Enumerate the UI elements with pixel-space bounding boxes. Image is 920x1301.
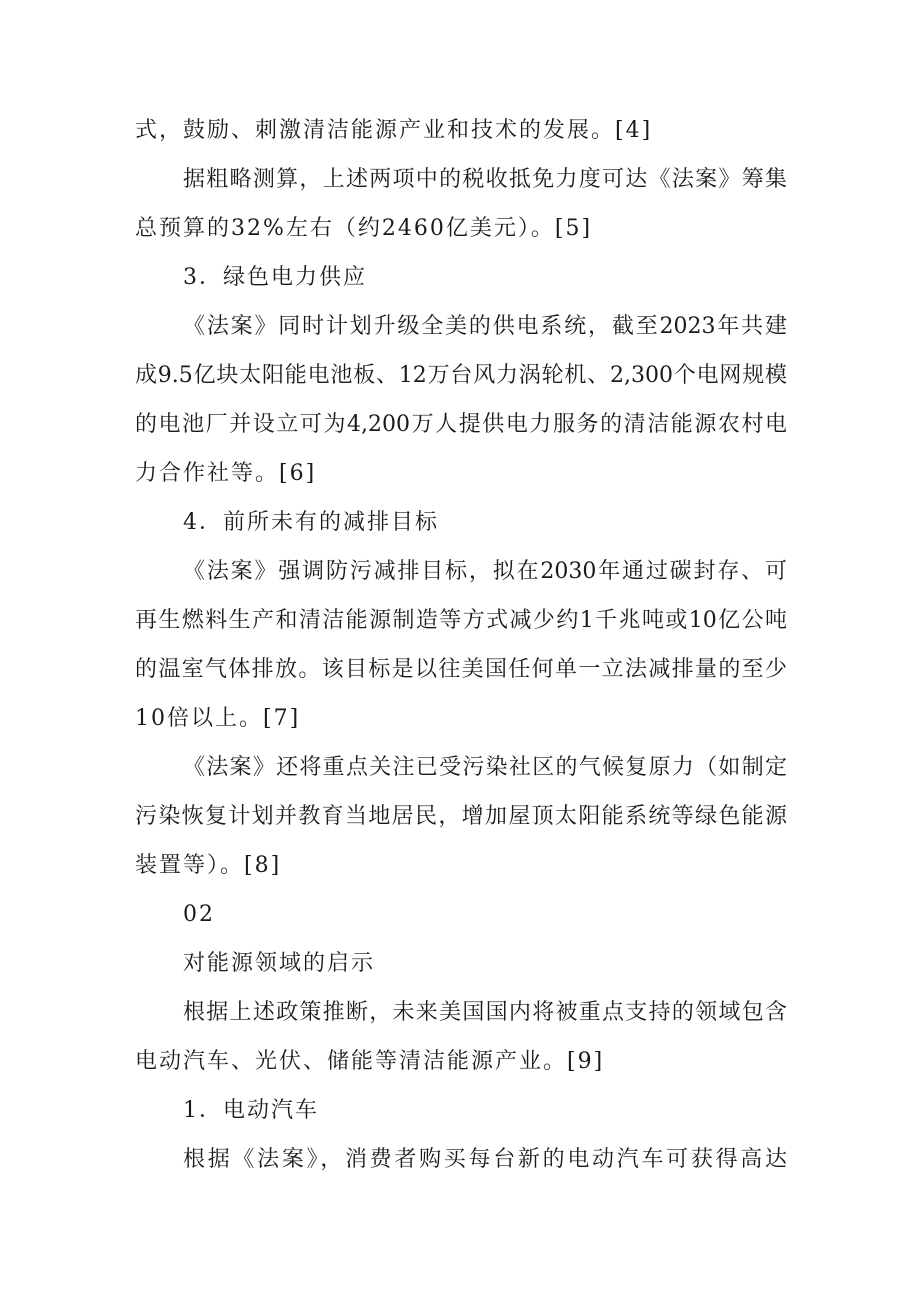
text-line: 的电池厂并设立可为4,200万人提供电力服务的清洁能源农村电 <box>135 412 787 437</box>
text-line: 据粗略测算，上述两项中的税收抵免力度可达《法案》筹集 <box>183 167 787 192</box>
text-line: 根据上述政策推断，未来美国国内将被重点支持的领域包含 <box>183 1000 787 1025</box>
section-heading: 1．电动汽车 <box>183 1098 319 1123</box>
text-line: 装置等）。[8] <box>135 853 282 878</box>
text-line: 污染恢复计划并教育当地居民，增加屋顶太阳能系统等绿色能源 <box>135 804 787 829</box>
section-number: 02 <box>183 902 215 927</box>
text-line: 《法案》强调防污减排目标，拟在2030年通过碳封存、可 <box>183 559 787 584</box>
section-heading: 4．前所未有的减排目标 <box>183 510 439 535</box>
text-line: 《法案》同时计划升级全美的供电系统，截至2023年共建 <box>183 314 787 339</box>
text-line: 成9.5亿块太阳能电池板、12万台风力涡轮机、2,300个电网规模 <box>135 363 787 388</box>
text-line: 再生燃料生产和清洁能源制造等方式减少约1千兆吨或10亿公吨 <box>135 608 787 633</box>
text-line: 式，鼓励、刺激清洁能源产业和技术的发展。[4] <box>135 118 653 143</box>
text-line: 力合作社等。[6] <box>135 461 317 486</box>
section-heading: 3．绿色电力供应 <box>183 265 367 290</box>
text-line: 电动汽车、光伏、储能等清洁能源产业。[9] <box>135 1049 605 1074</box>
text-line: 的温室气体排放。该目标是以往美国任何单一立法减排量的至少 <box>135 657 787 682</box>
section-heading: 对能源领域的启示 <box>183 951 376 976</box>
text-line: 总预算的32%左右（约2460亿美元）。[5] <box>135 216 593 241</box>
text-line: 根据《法案》，消费者购买每台新的电动汽车可获得高达 <box>183 1147 787 1172</box>
text-line: 《法案》还将重点关注已受污染社区的气候复原力（如制定 <box>183 755 787 780</box>
text-line: 10倍以上。[7] <box>135 706 301 731</box>
